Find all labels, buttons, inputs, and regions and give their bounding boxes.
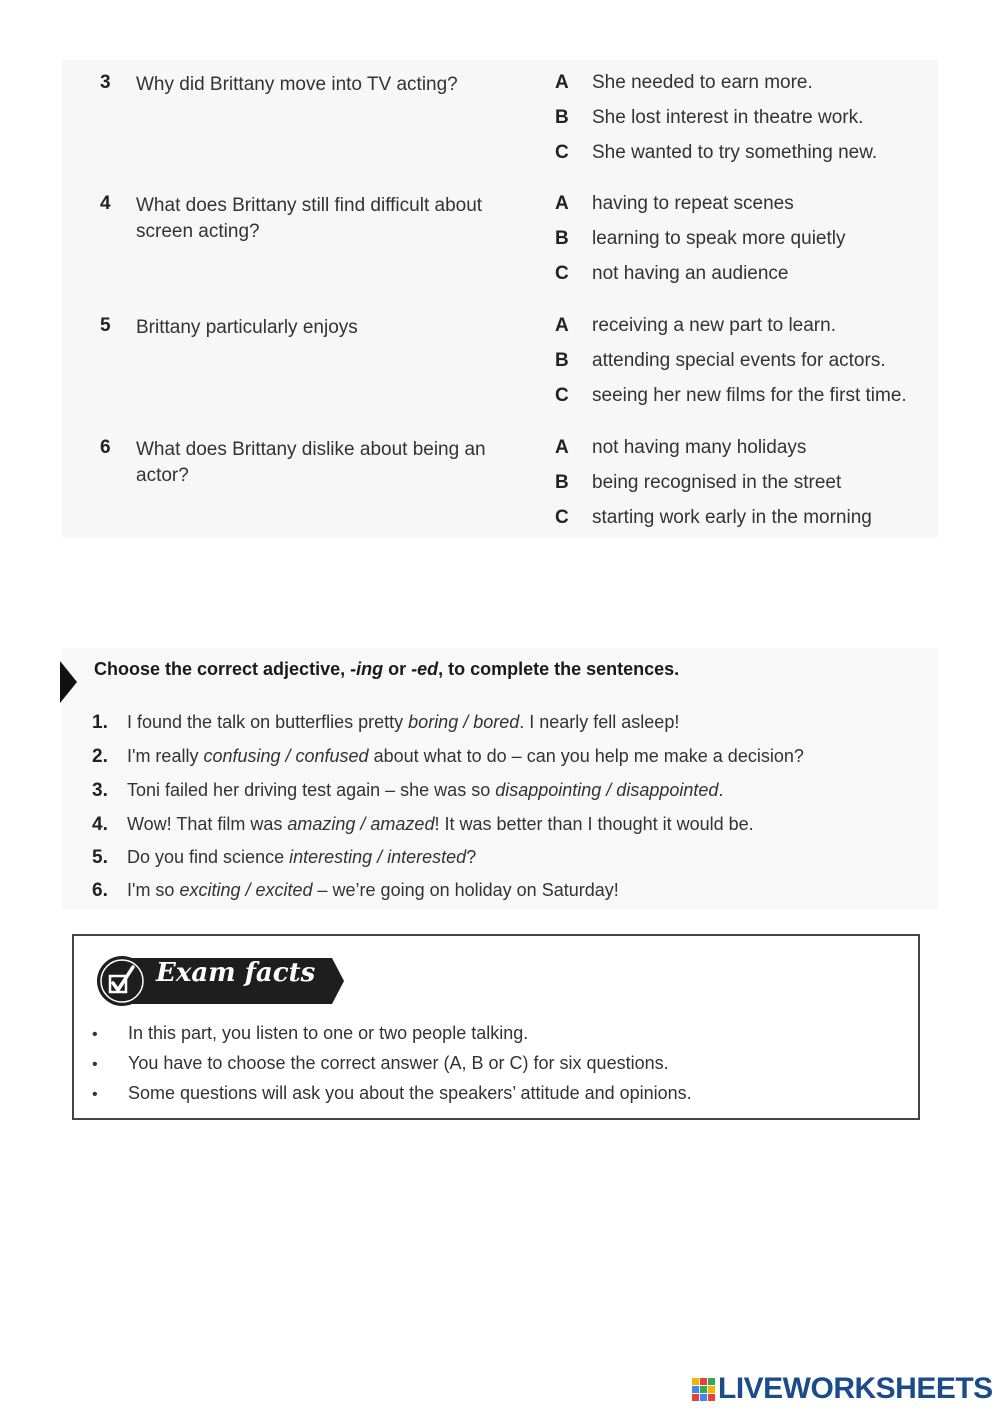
sentence-number: 5. — [92, 847, 108, 868]
question-text: Why did Brittany move into TV acting? — [136, 74, 458, 95]
option-text: receiving a new part to learn. — [592, 315, 836, 336]
sentence-2: 2. I'm really confusing / confused about what to do – can you help me make a decision? — [92, 746, 804, 767]
adjective-choice[interactable]: amazing / amazed — [287, 814, 435, 834]
sentence-number: 4. — [92, 814, 108, 835]
bullet-icon: • — [92, 1086, 98, 1103]
sentence-number: 2. — [92, 746, 108, 767]
option-text: She lost interest in theatre work. — [592, 107, 864, 128]
question-text: What does Brittany dislike about being an actor? — [136, 439, 486, 486]
exam-facts-title: Exam facts — [156, 958, 316, 988]
bullet-icon: • — [92, 1026, 98, 1043]
sentence-number: 6. — [92, 880, 108, 901]
question-text: Brittany particularly enjoys — [136, 317, 358, 338]
option-text: not having many holidays — [592, 437, 807, 458]
option-text: not having an audience — [592, 263, 789, 284]
option-letter: A — [555, 315, 569, 336]
option-text: seeing her new films for the first time. — [592, 385, 907, 406]
option-letter: A — [555, 193, 569, 214]
sentence-number: 3. — [92, 780, 108, 801]
adjective-choice[interactable]: disappointing / disappointed — [495, 780, 719, 800]
adjective-choice[interactable]: exciting / excited — [179, 880, 313, 900]
option-letter: C — [555, 142, 569, 163]
question-text: What does Brittany still find difficult about screen acting? — [136, 195, 483, 242]
option-letter: B — [555, 107, 569, 128]
exam-fact-item: • Some questions will ask you about the speakers’ attitude and opinions. — [92, 1083, 692, 1103]
question-number: 4 — [100, 193, 111, 214]
option-text: She wanted to try something new. — [592, 142, 878, 163]
sentence-5: 5. Do you find science interesting / interested? — [92, 847, 477, 868]
question-number: 5 — [100, 315, 111, 336]
option-letter: B — [555, 472, 569, 493]
option-text: being recognised in the street — [592, 472, 842, 493]
option-letter: B — [555, 228, 569, 249]
sentence-1: 1. I found the talk on butterflies pretty boring / bored. I nearly fell asleep! — [92, 712, 680, 733]
exercise-panel — [62, 648, 938, 910]
exam-facts-box — [72, 934, 920, 1120]
option-text: attending special events for actors. — [592, 350, 886, 371]
option-letter: C — [555, 507, 569, 528]
sentence-4: 4. Wow! That film was amazing / amazed! It was better than I thought it would be. — [92, 814, 754, 835]
exercise-instruction: Choose the correct adjective, -ing or -ed, to complete the sentences. — [94, 659, 680, 679]
sentence-3: 3. Toni failed her driving test again – she was so disappointing / disappointed. — [92, 780, 724, 801]
question-number: 3 — [100, 72, 111, 93]
option-text: starting work early in the morning — [592, 507, 872, 528]
logo-text: LIVEWORKSHEETS — [718, 1372, 993, 1405]
bullet-icon: • — [92, 1056, 98, 1073]
sentence-number: 1. — [92, 712, 108, 733]
option-letter: C — [555, 263, 569, 284]
option-letter: A — [555, 437, 569, 458]
exam-fact-item: • In this part, you listen to one or two people talking. — [92, 1023, 529, 1043]
liveworksheets-logo[interactable] — [692, 1372, 992, 1408]
play-arrow-icon — [60, 661, 77, 703]
option-letter: A — [555, 72, 569, 93]
question-number: 6 — [100, 437, 111, 458]
option-text: learning to speak more quietly — [592, 228, 846, 249]
liveworksheets-logo-icon — [692, 1378, 716, 1406]
questions-panel — [62, 60, 938, 538]
adjective-choice[interactable]: confusing / confused — [203, 746, 369, 766]
sentence-6: 6. I'm so exciting / excited – we’re going on holiday on Saturday! — [92, 880, 619, 901]
option-text: having to repeat scenes — [592, 193, 794, 214]
adjective-choice[interactable]: interesting / interested — [289, 847, 467, 867]
option-letter: C — [555, 385, 569, 406]
option-letter: B — [555, 350, 569, 371]
exam-fact-item: • You have to choose the correct answer (A, B or C) for six questions. — [92, 1053, 669, 1073]
adjective-choice[interactable]: boring / bored — [408, 712, 520, 732]
option-text: She needed to earn more. — [592, 72, 813, 93]
